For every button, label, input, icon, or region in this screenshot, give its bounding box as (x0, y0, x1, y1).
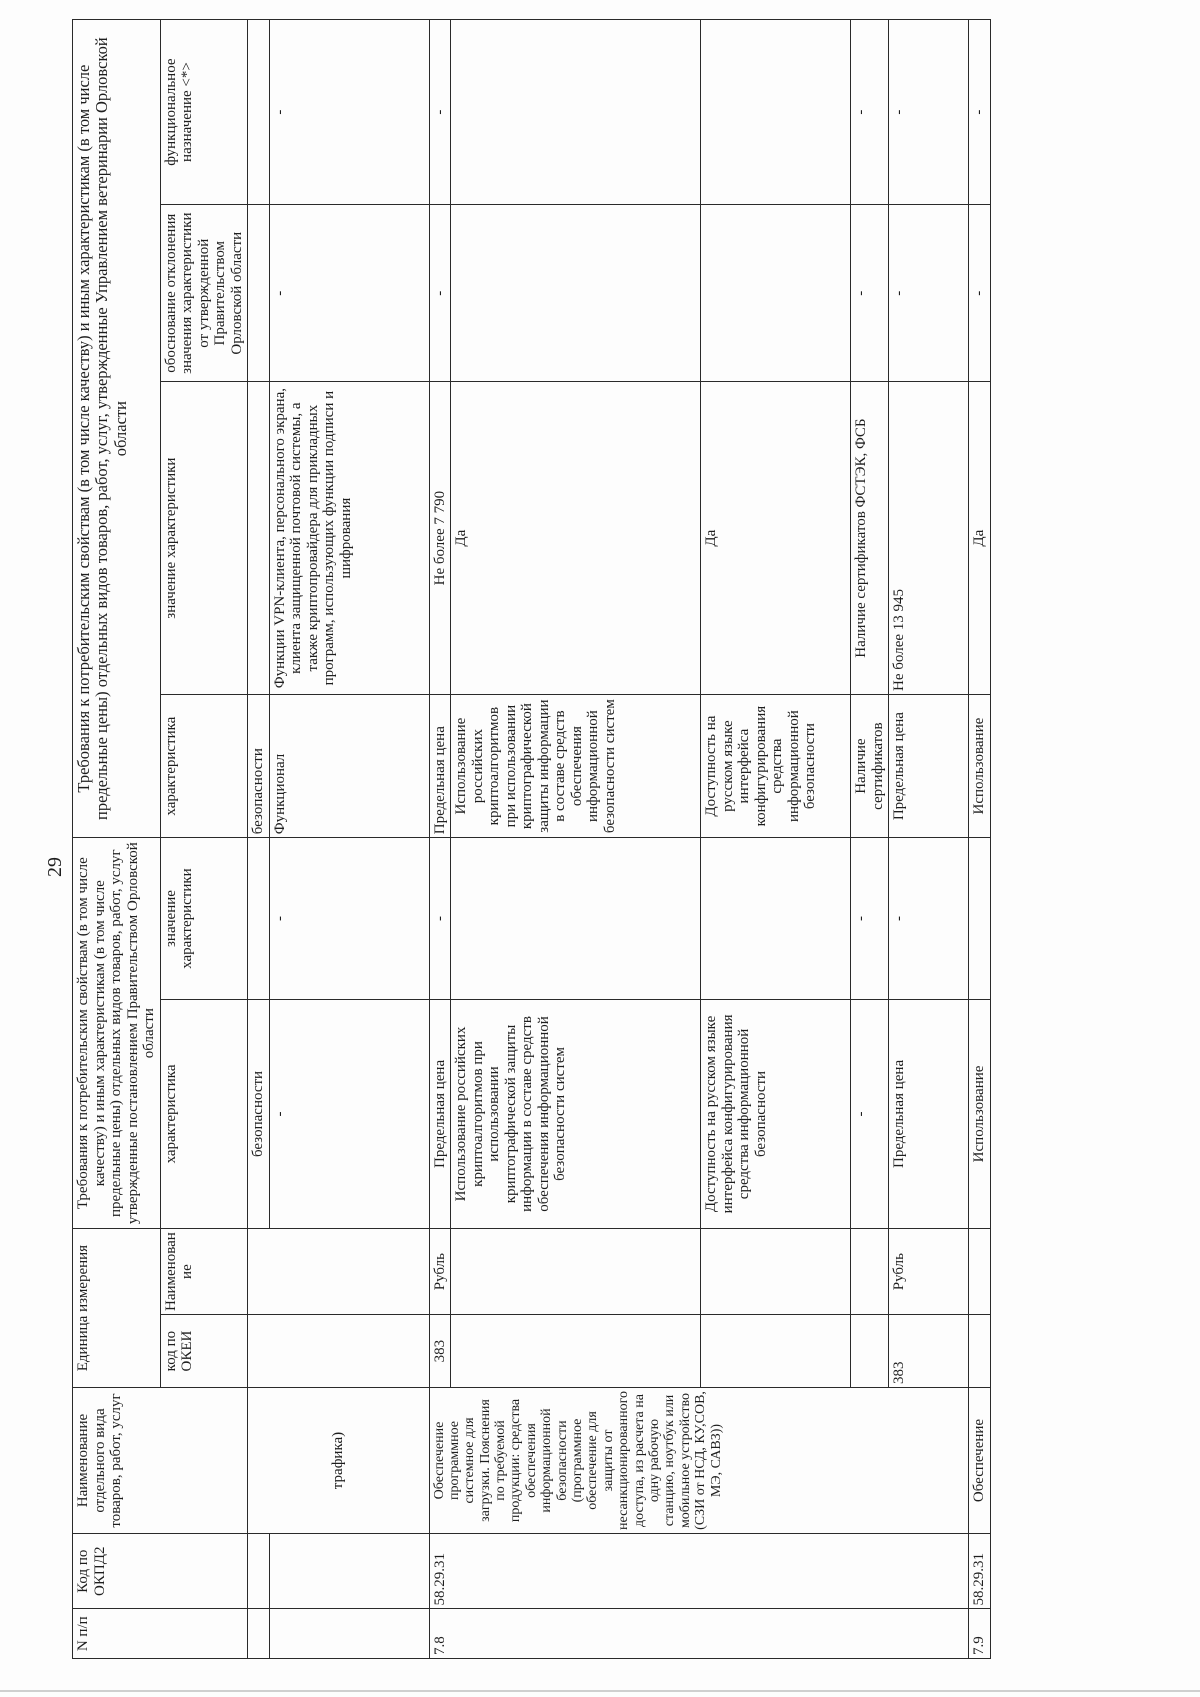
cell-code (851, 1315, 889, 1388)
cell-dept-value: Функции VPN-клиента, персонального экрана, клиента защищенной почтовой системы, а также криптопровайдера для прикладных программ, использующих функции подписи и шифрования (269, 382, 429, 695)
cell-dept-value (248, 382, 270, 695)
cell-okpd: 58.29.31 (969, 1533, 991, 1609)
cell-code (969, 1315, 991, 1388)
cell-num (248, 1609, 270, 1659)
cell-gov-characteristic: Предельная цена (429, 999, 451, 1228)
cell-dept-characteristic: Функционал (269, 694, 429, 837)
page-number: 29 (44, 857, 66, 877)
cell-gov-value (248, 838, 270, 1000)
cell-gov-characteristic: Использование российских криптоалгоритмов при использовании криптографической защиты информации в составе средств обеспечения информационной безопасности систем (451, 999, 701, 1228)
cell-gov-value (451, 838, 701, 1000)
cell-gov-value (701, 838, 851, 1000)
cell-gov-value: - (429, 838, 451, 1000)
cell-dept-value: Да (969, 382, 991, 695)
table-row (969, 20, 991, 1659)
cell-justification: - (851, 205, 889, 382)
cell-name: Обеспечение (969, 1388, 991, 1534)
cell-gov-value (969, 838, 991, 1000)
cell-function: - (969, 20, 991, 205)
cell-code (451, 1315, 701, 1388)
header-dept-value: значение характеристики (160, 382, 248, 695)
cell-unit (969, 1229, 991, 1315)
cell-function: - (851, 20, 889, 205)
cell-dept-characteristic: Наличие сертификатов (851, 694, 889, 837)
cell-dept-characteristic: Предельная цена (429, 694, 451, 837)
cell-name: Обеспечение программное системное для загрузки. Пояснения по требуемой продукции: средства обеспечения информационной безопасности (программное обеспечение для защиты от несанкционированного доступа, из расчета на одну рабочую станцию, ноутбук или мобильное устройство (СЗИ от НСД, КУ,СОВ, МЭ, САВЗ)) (429, 1388, 969, 1534)
header-unit-code: код по ОКЕИ (160, 1315, 248, 1388)
table-row (429, 20, 451, 1659)
cell-gov-value: - (851, 838, 889, 1000)
scan-edge-line (0, 1690, 1200, 1692)
cell-justification: - (889, 205, 969, 382)
cell-dept-value: Да (451, 382, 701, 695)
cell-code: 383 (889, 1315, 969, 1388)
cell-dept-value: Да (701, 382, 851, 695)
cell-justification: - (969, 205, 991, 382)
cell-justification: - (269, 205, 429, 382)
cell-code (701, 1315, 851, 1388)
cell-justification: - (429, 205, 451, 382)
cell-justification (701, 205, 851, 382)
cell-code: 383 (429, 1315, 451, 1388)
table-row (248, 20, 270, 1659)
cell-unit: Рубль (429, 1229, 451, 1315)
header-gov-characteristic: характеристика (160, 999, 248, 1228)
cell-dept-characteristic: Предельная цена (889, 694, 969, 837)
cell-function (248, 20, 270, 205)
header-gov-requirements: Требования к потребительским свойствам (в том числе качеству) и иным характеристикам (в том числе предельные цены) отдельных видов товаров, работ, услуг утвержденные постановлением Правительством Орловской области (73, 838, 161, 1229)
header-dept-requirements: Требования к потребительским свойствам (в том числе качеству) и иным характеристикам (в том числе предельные цены) отдельных видов товаров, работ, услуг, утвержденные Управлением ветеринарии Орловской области (73, 20, 161, 838)
cell-function: - (269, 20, 429, 205)
cell-justification (248, 205, 270, 382)
cell-unit: Рубль (889, 1229, 969, 1315)
cell-unit (701, 1229, 851, 1315)
cell-gov-value: - (889, 838, 969, 1000)
header-dept-justification: обоснование отклонения значения характеристики от утвержденной Правительством Орловской области (160, 205, 248, 382)
header-unit-name: Наименован ие (160, 1229, 248, 1315)
cell-dept-value: Не более 13 945 (889, 382, 969, 695)
cell-okpd (248, 1533, 270, 1609)
cell-justification (451, 205, 701, 382)
cell-gov-characteristic: Использование (969, 999, 991, 1228)
cell-dept-characteristic: Доступность на русском языке интерфейса конфигурирования средства информационной безопасности (701, 694, 851, 837)
header-dept-characteristic: характеристика (160, 694, 248, 837)
cell-unit (451, 1229, 701, 1315)
cell-okpd: 58.29.31 (429, 1533, 969, 1609)
cell-num: 7.8 (429, 1609, 969, 1659)
header-gov-value: значение характеристики (160, 838, 248, 1000)
cell-gov-value: - (269, 838, 429, 1000)
cell-num: 7.9 (969, 1609, 991, 1659)
cell-dept-characteristic: Использование (969, 694, 991, 837)
cell-gov-characteristic: - (851, 999, 889, 1228)
cell-num (269, 1609, 429, 1659)
cell-unit (851, 1229, 889, 1315)
cell-gov-characteristic: Доступность на русском языке интерфейса конфигурирования средства информационной безопасности (701, 999, 851, 1228)
cell-gov-characteristic: Предельная цена (889, 999, 969, 1228)
cell-unit (248, 1229, 430, 1315)
cell-gov-characteristic: безопасности (248, 999, 270, 1228)
header-row-1 (73, 20, 161, 1659)
cell-name: трафика) (248, 1388, 430, 1534)
cell-code (248, 1315, 430, 1388)
header-name: Наименование отдельного вида товаров, работ, услуг (73, 1388, 248, 1534)
cell-function: - (889, 20, 969, 205)
cell-dept-characteristic: Использование российских криптоалгоритмов при использовании криптографической защиты информации в составе средств обеспечения информационной безопасности систем (451, 694, 701, 837)
cell-dept-value: Наличие сертификатов ФСТЭК, ФСБ (851, 382, 889, 695)
cell-dept-value: Не более 7 790 (429, 382, 451, 695)
header-dept-function: функциональное назначение <*> (160, 20, 248, 205)
cell-function (451, 20, 701, 205)
cell-dept-characteristic: безопасности (248, 694, 270, 837)
header-num: N п/п (73, 1609, 248, 1659)
requirements-table (72, 19, 991, 1659)
cell-function: - (429, 20, 451, 205)
cell-gov-characteristic: - (269, 999, 429, 1228)
header-unit: Единица измерения (73, 1229, 161, 1388)
header-okpd: Код по ОКПД2 (73, 1533, 248, 1609)
cell-function (701, 20, 851, 205)
cell-okpd (269, 1533, 429, 1609)
